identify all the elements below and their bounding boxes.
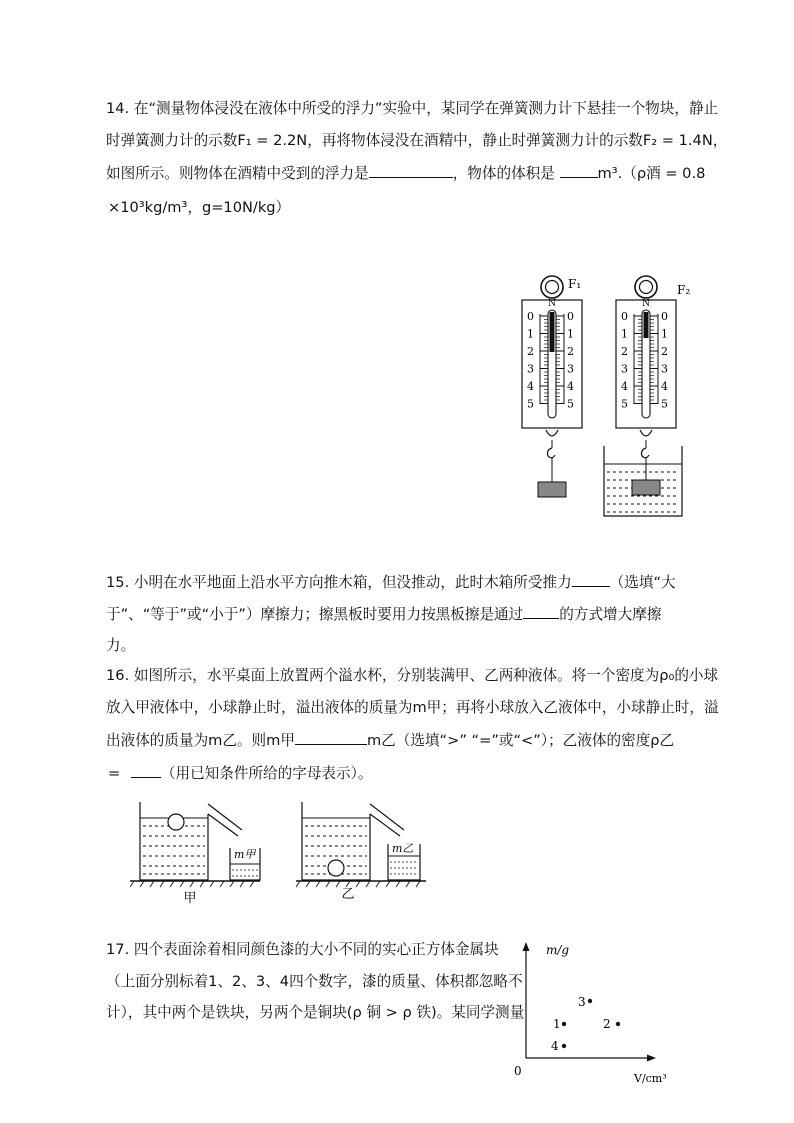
- cup-left: [130, 802, 260, 906]
- scale-number: 0: [621, 310, 628, 323]
- scale-number: 3: [567, 362, 574, 376]
- answer-blank-method[interactable]: [523, 604, 559, 619]
- q14-line-4: ×10³kg/m³，g=10N/kg）: [108, 199, 291, 216]
- scale-number: 4: [661, 380, 668, 393]
- answer-blank-buoyancy[interactable]: [369, 163, 453, 178]
- graph-point-3: [578, 995, 592, 1009]
- cup-label-left: 甲: [183, 891, 197, 906]
- scale-number: 5: [567, 397, 574, 411]
- unit-label-left: N: [548, 299, 556, 309]
- graph-point-1: [553, 1017, 566, 1031]
- q17-line-2: （上面分别标着1、2、3、4四个数字，漆的质量、体积都忽略不: [106, 973, 523, 990]
- scale-number: 4: [527, 380, 534, 393]
- scale-number: 2: [567, 345, 574, 358]
- unit-label-right: N: [642, 299, 650, 309]
- q17-line-3: 计），其中两个是铁块，另两个是铜块(ρ 铜 > ρ 铁)。某同学测量: [106, 1004, 525, 1021]
- scale-number: 1: [567, 327, 574, 341]
- mass-label-right: m乙: [392, 842, 414, 855]
- scale-number: 0: [661, 310, 668, 323]
- svg-text:2: 2: [603, 1017, 611, 1031]
- scale-number: 1: [661, 327, 668, 341]
- q15-line-3: 力。: [106, 637, 136, 654]
- scale-number: 3: [621, 362, 628, 376]
- spring-scale-right: [604, 276, 690, 516]
- spring-scale-figure: [510, 272, 700, 522]
- q17-line-1: 17. 四个表面涂着相同颜色漆的大小不同的实心正方体金属块: [106, 941, 499, 958]
- cup-label-right: 乙: [341, 887, 355, 902]
- graph-point-4: [551, 1039, 566, 1053]
- svg-text:1: 1: [553, 1017, 561, 1031]
- scale-number: 1: [621, 327, 628, 341]
- scale-number: 4: [621, 380, 628, 393]
- q15-line-2: 于”、“等于”或“小于”）摩擦力；擦黑板时要用力按黑板擦是通过 的方式增大摩擦: [106, 606, 662, 623]
- scale-number: 2: [621, 345, 628, 358]
- scale-number: 0: [567, 310, 574, 323]
- label-f1: F₁: [568, 277, 582, 291]
- overflow-cups-figure: [130, 792, 440, 907]
- q16-line-3: 出液体的质量为m乙。则m甲 m乙（选填“>” “=”或“<”）；乙液体的密度ρ乙: [106, 732, 675, 749]
- scale-number: 5: [527, 397, 534, 411]
- q14-line-1: 14. 在“测量物体浸没在液体中所受的浮力”实验中，某同学在弹簧测力计下悬挂一个物块，静止: [106, 100, 719, 117]
- x-axis-arrow-icon: [647, 1055, 656, 1062]
- answer-blank-push[interactable]: [572, 572, 610, 587]
- scale-number: 5: [661, 397, 668, 411]
- svg-text:3: 3: [578, 995, 586, 1009]
- label-f2: F₂: [677, 283, 691, 297]
- q14-line-2: 时弹簧测力计的示数F₁ = 2.2N，再将物体浸没在酒精中，静止时弹簧测力计的示数F₂ = 1.4N，: [106, 132, 728, 149]
- scale-number: 0: [527, 310, 534, 323]
- scale-number: 1: [527, 327, 534, 341]
- q16-line-1: 16. 如图所示，水平桌面上放置两个溢水杯，分别装满甲、乙两种液体。将一个密度为ρ₀的小球: [106, 667, 719, 684]
- cup-right: [296, 802, 426, 902]
- mass-volume-graph: [508, 938, 698, 1088]
- scale-number: 2: [661, 345, 668, 358]
- scale-number: 3: [527, 362, 534, 376]
- q16-line-4: = （用已知条件所给的字母表示）。: [108, 765, 373, 782]
- scale-number: 4: [567, 380, 574, 393]
- origin-label: 0: [514, 1064, 522, 1078]
- scale-number: 5: [621, 397, 628, 411]
- scale-number: 2: [527, 345, 534, 358]
- scale-number: 3: [661, 362, 668, 376]
- x-axis-label: V/cm³: [634, 1072, 667, 1085]
- y-axis-label: m/g: [546, 943, 570, 957]
- spring-scale-left: [522, 276, 582, 497]
- svg-text:4: 4: [551, 1039, 559, 1053]
- q16-line-2: 放入甲液体中，小球静止时，溢出液体的质量为m甲；再将小球放入乙液体中，小球静止时，溢: [106, 699, 719, 716]
- mass-label-left: m甲: [234, 848, 256, 861]
- answer-blank-density[interactable]: [131, 763, 161, 778]
- y-axis-arrow-icon: [523, 942, 530, 951]
- q14-line-3: 如图所示。则物体在酒精中受到的浮力是 ，物体的体积是 m³.（ρ酒 = 0.8: [106, 165, 706, 182]
- answer-blank-compare[interactable]: [295, 730, 367, 745]
- graph-point-2: [603, 1017, 620, 1031]
- answer-blank-volume[interactable]: [560, 163, 598, 178]
- q15-line-1: 15. 小明在水平地面上沿水平方向推木箱，但没推动，此时木箱所受推力 （选填“大: [106, 574, 676, 591]
